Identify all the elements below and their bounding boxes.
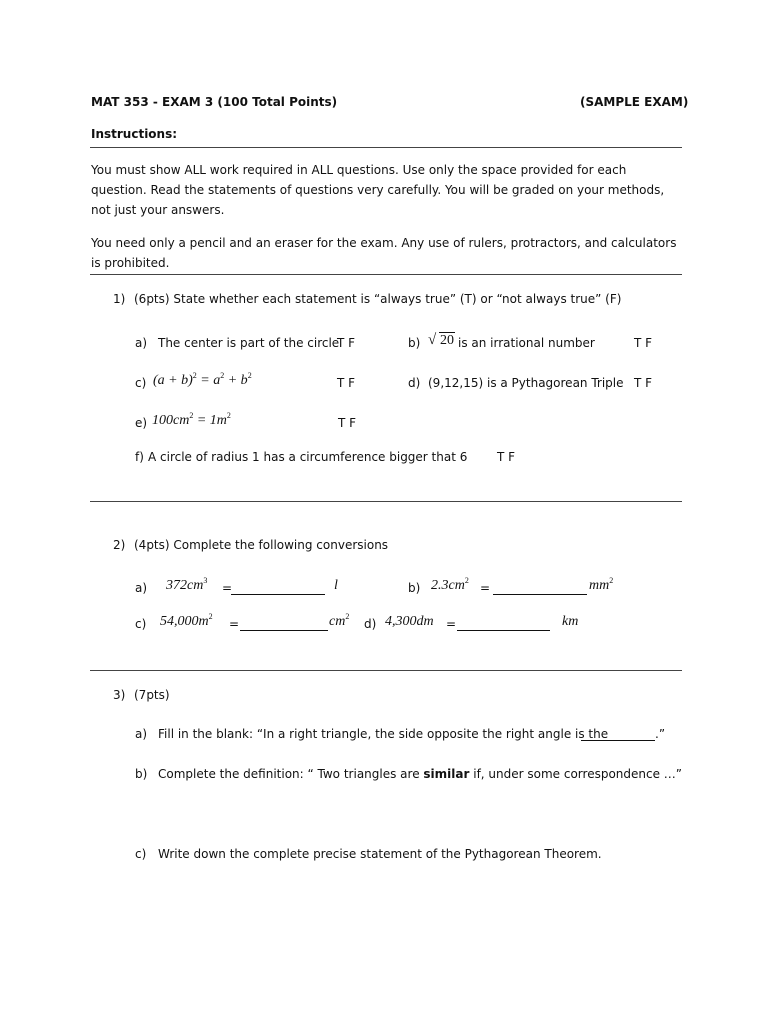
q3a-question: Fill in the blank: “In a right triangle, the side opposite the right angle is the: [158, 727, 609, 741]
q2a-equals: =: [222, 581, 233, 595]
q2a-label: a): [135, 581, 148, 595]
q3a-label: a): [135, 727, 148, 741]
q1a-true-false: T F: [337, 336, 356, 350]
instructions-paragraph-1: You must show ALL work required in ALL questions. Use only the space provided for each question. Read the statements of questions very carefully. You will be graded on your methods, not just your answers.: [91, 163, 665, 217]
q1d-statement: (9,12,15) is a Pythagorean Triple: [428, 376, 624, 390]
q2c-unit: $cm^2$: [329, 612, 350, 629]
q2b-answer-blank[interactable]: [493, 581, 587, 598]
q2b-equals: =: [480, 581, 491, 595]
q1b-sqrt-expression: [428, 333, 455, 350]
q3b-question: Complete the definition: “ Two triangles are similar if, under some correspondence …”: [158, 767, 683, 781]
q1b-true-false: T F: [634, 336, 653, 350]
q2d-value: 4,300dm: [385, 614, 434, 629]
q1e-true-false: T F: [338, 416, 357, 430]
q2b-unit: $mm^2$: [589, 576, 614, 593]
instructions-heading: Instructions:: [91, 127, 178, 141]
keyword-similar: similar: [423, 767, 470, 781]
q1d-true-false: T F: [634, 376, 653, 390]
question-2-prompt: (4pts) Complete the following conversions: [134, 538, 389, 552]
divider: [90, 670, 682, 671]
q2c-answer-blank[interactable]: [240, 617, 328, 634]
divider: [90, 147, 682, 148]
q1b-statement: is an irrational number: [458, 336, 595, 350]
radical-sign: √: [428, 332, 437, 348]
exam-title: MAT 353 - EXAM 3 (100 Total Points): [91, 95, 338, 109]
q2b-value: $2.3cm^2$: [431, 576, 469, 593]
q1d-label: d): [408, 376, 421, 390]
q1f-label: f): [135, 450, 144, 464]
q3a-answer-blank[interactable]: [581, 727, 655, 744]
q3c-question: Write down the complete precise statement of the Pythagorean Theorem.: [158, 847, 602, 861]
q1f-true-false: T F: [497, 450, 516, 464]
q1b-radicand: 20: [440, 333, 454, 348]
q1e-label: e): [135, 416, 148, 430]
q2c-label: c): [135, 617, 147, 631]
q2c-value: $54,000m^2$: [160, 612, 213, 629]
q3c-label: c): [135, 847, 147, 861]
q2a-unit: l: [334, 578, 338, 593]
q1c-equation: $(a + b)^2 = a^2 + b^2$: [153, 371, 252, 388]
q1b-label: b): [408, 336, 421, 350]
q3a-end-quote: .”: [655, 727, 666, 741]
q2d-label: d): [364, 617, 377, 631]
q2b-label: b): [408, 581, 421, 595]
q2d-equals: =: [446, 617, 457, 631]
question-3-prompt: (7pts): [134, 688, 170, 702]
divider: [90, 501, 682, 502]
divider: [90, 274, 682, 275]
q2a-answer-blank[interactable]: [231, 581, 325, 598]
q2d-answer-blank[interactable]: [457, 617, 550, 634]
q1c-label: c): [135, 376, 147, 390]
q1c-mid: = a: [196, 373, 221, 388]
instructions-paragraph-2: You need only a pencil and an eraser for the exam. Any use of rulers, protractors, and calculators is prohibited.: [91, 236, 677, 270]
q3b-label: b): [135, 767, 148, 781]
question-1-prompt: (6pts) State whether each statement is “always true” (T) or “not always true” (F): [134, 292, 622, 306]
question-2-number: 2): [113, 538, 126, 552]
question-1-number: 1): [113, 292, 126, 306]
q1c-true-false: T F: [337, 376, 356, 390]
q2d-unit: km: [562, 614, 579, 629]
sample-exam-label: (SAMPLE EXAM): [580, 95, 689, 109]
q1f-statement: A circle of radius 1 has a circumference bigger that 6: [148, 450, 468, 464]
q2a-value: $372cm^3$: [166, 576, 208, 593]
q1e-equation: $100cm^2 = 1m^2$: [152, 411, 231, 428]
q1a-statement: The center is part of the circle: [158, 336, 340, 350]
q1a-label: a): [135, 336, 148, 350]
q2c-equals: =: [229, 617, 240, 631]
q1c-right: + b: [224, 373, 248, 388]
q1c-left: (a + b): [153, 373, 193, 388]
question-3-number: 3): [113, 688, 126, 702]
